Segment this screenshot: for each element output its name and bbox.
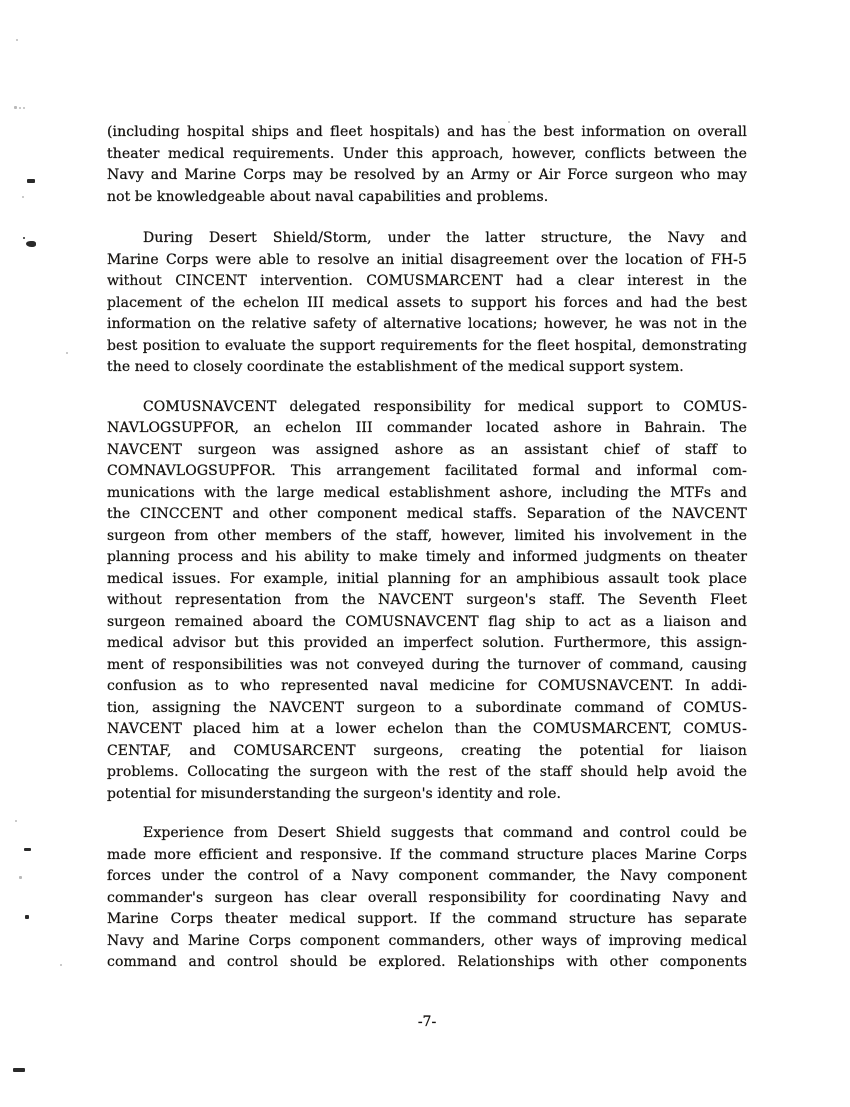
text-line: placement of the echelon III medical assets to support his forces and had the best [107, 294, 747, 311]
text-line: medical advisor but this provided an imperfect solution. Furthermore, this assign- [107, 635, 747, 651]
text-line: potential for misunderstanding the surgeon's identity and role. [107, 785, 562, 802]
text-line: not be knowledgeable about naval capabilities and problems. [107, 188, 549, 205]
text-line: the CINCCENT and other component medical staffs. Separation of the NAVCENT [107, 506, 747, 522]
paragraph [107, 397, 747, 806]
text-line: made more efficient and responsive. If the command structure places Marine Corps [107, 846, 747, 863]
text-line: Marine Corps theater medical support. If the command structure has separate [107, 911, 747, 927]
text-line: medical issues. For example, initial planning for an amphibious assault took place [107, 570, 747, 587]
scan-speck [24, 848, 31, 851]
scan-speck [66, 352, 68, 354]
text-line: Navy and Marine Corps may be resolved by an Army or Air Force surgeon who may [107, 167, 747, 183]
text-line: without representation from the NAVCENT surgeon's staff. The Seventh Fleet [107, 592, 747, 608]
scan-speck [26, 241, 36, 247]
text-line: ment of responsibilities was not conveyed during the turnover of command, causing [107, 656, 747, 673]
scan-speck [14, 106, 17, 109]
text-line: COMNAVLOGSUPFOR. This arrangement facilitated formal and informal com- [107, 463, 747, 479]
scan-speck [27, 179, 35, 183]
paragraph [107, 228, 747, 379]
text-line: surgeon from other members of the staff, however, limited his involvement in the [107, 527, 747, 544]
paragraph [107, 122, 747, 208]
text-line: munications with the large medical establishment ashore, including the MTFs and [107, 484, 747, 501]
text-line: NAVCENT surgeon was assigned ashore as an assistant chief of staff to [107, 441, 747, 458]
text-line: forces under the control of a Navy component commander, the Navy component [107, 868, 747, 884]
text-line: surgeon remained aboard the COMUSNAVCENT flag ship to act as a liaison and [107, 613, 747, 630]
text-line: Marine Corps were able to resolve an initial disagreement over the location of FH-5 [107, 251, 747, 268]
text-line: theater medical requirements. Under this approach, however, conflicts between the [107, 145, 747, 162]
text-line: planning process and his ability to make timely and informed judgments on theater [107, 549, 747, 565]
text-line: command and control should be explored. Relationships with other components [107, 954, 747, 970]
text-line: NAVLOGSUPFOR, an echelon III commander located ashore in Bahrain. The [107, 420, 747, 436]
scan-speck [19, 876, 22, 879]
scan-speck [15, 820, 17, 822]
scan-speck [60, 964, 62, 966]
text-line: information on the relative safety of alternative locations; however, he was not in the [107, 316, 747, 332]
page-number: -7- [417, 1014, 437, 1030]
text-line: Experience from Desert Shield suggests that command and control could be [143, 825, 747, 841]
text-line: confusion as to who represented naval medicine for COMUSNAVCENT. In addi- [107, 678, 747, 694]
text-line: Navy and Marine Corps component commanders, other ways of improving medical [107, 932, 747, 949]
scan-speck [19, 107, 21, 109]
scan-speck [508, 121, 510, 123]
text-line: best position to evaluate the support requirements for the fleet hospital, demonstrating [107, 337, 747, 354]
scan-speck [22, 196, 24, 198]
text-line: without CINCENT intervention. COMUSMARCENT had a clear interest in the [107, 273, 747, 289]
scan-speck [23, 237, 25, 239]
document-body [107, 122, 747, 992]
scan-speck [25, 915, 29, 919]
text-line: problems. Collocating the surgeon with the rest of the staff should help avoid the [107, 764, 747, 780]
scan-speck [13, 1068, 25, 1072]
text-line: (including hospital ships and fleet hospitals) and has the best information on overall [107, 124, 747, 140]
scan-speck [16, 39, 18, 41]
scan-speck [23, 107, 25, 109]
paragraph [107, 823, 747, 974]
text-line: the need to closely coordinate the establishment of the medical support system. [107, 359, 684, 375]
text-line: COMUSNAVCENT delegated responsibility for medical support to COMUS- [143, 398, 747, 415]
text-line: NAVCENT placed him at a lower echelon than the COMUSMARCENT, COMUS- [107, 721, 747, 737]
text-line: commander's surgeon has clear overall responsibility for coordinating Navy and [107, 889, 747, 906]
text-line: CENTAF, and COMUSARCENT surgeons, creating the potential for liaison [107, 742, 747, 759]
text-line: tion, assigning the NAVCENT surgeon to a subordinate command of COMUS- [107, 699, 747, 716]
text-line: During Desert Shield/Storm, under the latter structure, the Navy and [143, 230, 747, 246]
